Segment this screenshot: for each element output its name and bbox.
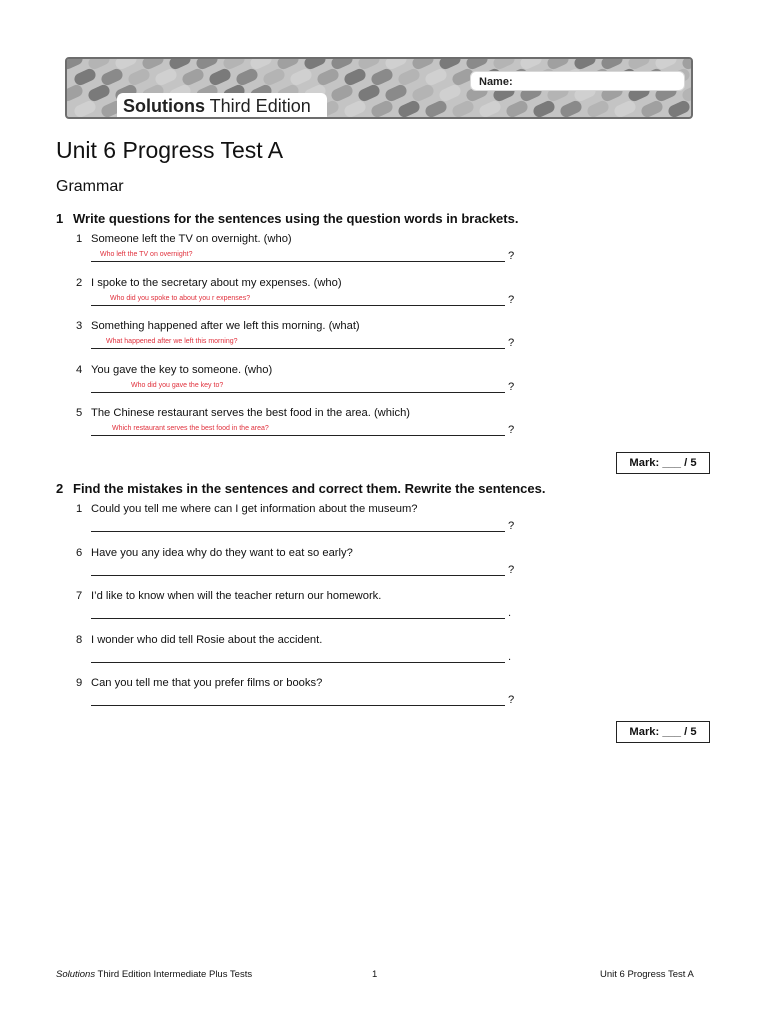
name-label: Name: <box>479 76 513 88</box>
pattern-capsule <box>72 99 97 119</box>
answer-line[interactable] <box>91 305 505 306</box>
question-item <box>76 233 292 245</box>
pattern-capsule <box>180 67 205 87</box>
exercise-2-heading <box>56 481 545 496</box>
footer-book: Third Edition Intermediate Plus Tests <box>95 969 253 980</box>
question-text: Have you any idea why do they want to eat so early? <box>91 546 353 559</box>
pattern-capsule <box>383 83 408 103</box>
pattern-capsule <box>99 67 124 87</box>
page-number: 1 <box>372 969 378 980</box>
footer-right: Unit 6 Progress Test A <box>600 969 694 980</box>
exercise-1-heading <box>56 211 518 226</box>
answer-line[interactable] <box>91 435 505 436</box>
handwritten-answer: What happened after we left this morning? <box>106 338 238 345</box>
pattern-capsule <box>369 67 394 87</box>
question-text: Someone left the TV on overnight. (who) <box>91 233 292 245</box>
question-item <box>76 547 353 559</box>
end-punctuation: ? <box>508 563 515 576</box>
pattern-capsule <box>67 83 85 103</box>
pattern-capsule <box>437 83 462 103</box>
footer-brand: Solutions <box>56 969 96 980</box>
pattern-capsule <box>153 67 178 87</box>
handwritten-answer: Which restaurant serves the best food in the area? <box>112 425 269 432</box>
pattern-capsule <box>234 67 259 87</box>
question-number: 3 <box>76 320 83 332</box>
pattern-capsule <box>450 99 475 119</box>
question-item <box>76 320 360 332</box>
pattern-capsule <box>315 67 340 87</box>
answer-line[interactable] <box>91 261 505 262</box>
end-punctuation: ? <box>508 250 515 262</box>
question-text: I’d like to know when will the teacher return our homework. <box>91 590 382 602</box>
question-item <box>76 277 342 289</box>
mark-box-1: Mark: ___ / 5 <box>616 452 710 474</box>
pattern-capsule <box>86 83 111 103</box>
name-field[interactable] <box>470 71 685 91</box>
pattern-capsule <box>639 99 664 119</box>
answer-line[interactable] <box>91 618 505 619</box>
end-punctuation: ? <box>508 520 515 532</box>
pattern-capsule <box>612 99 637 119</box>
answer-line[interactable] <box>91 662 505 663</box>
pattern-capsule <box>396 99 421 119</box>
pattern-capsule <box>207 67 232 87</box>
end-punctuation: ? <box>508 337 515 349</box>
question-text: I wonder who did tell Rosie about the accident. <box>91 633 323 646</box>
pattern-capsule <box>356 83 381 103</box>
end-punctuation: ? <box>508 293 515 306</box>
section-heading: Grammar <box>56 178 124 195</box>
question-number: 5 <box>76 407 83 419</box>
question-text: You gave the key to someone. (who) <box>91 363 273 376</box>
question-number: 8 <box>76 633 83 646</box>
end-punctuation: ? <box>508 380 515 393</box>
pattern-capsule <box>67 59 85 71</box>
question-text: Something happened after we left this morning. (what) <box>91 320 360 332</box>
logo-text <box>123 96 311 117</box>
pattern-capsule <box>531 99 556 119</box>
pattern-capsule <box>369 99 394 119</box>
pattern-capsule <box>558 99 583 119</box>
mark-box-2: Mark: ___ / 5 <box>616 721 710 743</box>
answer-line[interactable] <box>91 392 505 393</box>
pattern-capsule <box>329 83 354 103</box>
question-number: 1 <box>76 503 83 515</box>
question-item <box>76 503 417 515</box>
exercise-number: 1 <box>56 211 64 226</box>
handwritten-answer: Who did you gave the key to? <box>131 381 224 389</box>
logo-brand: Solutions <box>123 96 205 116</box>
question-text: I spoke to the secretary about my expenses. (who) <box>91 276 342 289</box>
question-text: Could you tell me where can I get information about the museum? <box>91 503 418 515</box>
question-item <box>76 407 410 419</box>
handwritten-answer: Who left the TV on overnight? <box>100 251 193 258</box>
pattern-capsule <box>504 99 529 119</box>
logo <box>117 93 327 119</box>
question-number: 4 <box>76 363 83 376</box>
exercise-number: 2 <box>56 481 64 496</box>
question-item <box>76 677 322 689</box>
page-title: Unit 6 Progress Test A <box>56 137 284 163</box>
exercise-instruction: Find the mistakes in the sentences and correct them. Rewrite the sentences. <box>73 481 546 496</box>
question-number: 7 <box>76 590 83 602</box>
answer-line[interactable] <box>91 575 505 576</box>
pattern-capsule <box>261 67 286 87</box>
answer-line[interactable] <box>91 531 505 532</box>
pattern-capsule <box>288 67 313 87</box>
pattern-capsule <box>423 99 448 119</box>
pattern-capsule <box>342 99 367 119</box>
pattern-capsule <box>410 83 435 103</box>
question-number: 1 <box>76 233 83 245</box>
answer-line[interactable] <box>91 705 505 706</box>
pattern-capsule <box>126 67 151 87</box>
question-item <box>76 634 322 646</box>
question-item <box>76 590 381 602</box>
header-banner <box>65 57 693 119</box>
question-number: 6 <box>76 546 83 559</box>
pattern-capsule <box>666 99 691 119</box>
end-punctuation: . <box>508 607 512 619</box>
question-text: The Chinese restaurant serves the best food in the area. (which) <box>91 407 411 419</box>
pattern-capsule <box>423 67 448 87</box>
question-text: Can you tell me that you prefer films or books? <box>91 677 323 689</box>
pattern-capsule <box>585 99 610 119</box>
question-number: 9 <box>76 677 83 689</box>
logo-edition: Third Edition <box>205 96 311 116</box>
question-number: 2 <box>76 276 83 289</box>
end-punctuation: ? <box>508 424 515 436</box>
pattern-capsule <box>72 67 97 87</box>
footer-left <box>56 969 252 980</box>
pattern-capsule <box>477 99 502 119</box>
end-punctuation: ? <box>508 694 515 706</box>
pattern-capsule <box>396 67 421 87</box>
handwritten-answer: Who did you spoke to about you r expenses? <box>110 294 251 302</box>
pattern-capsule <box>342 67 367 87</box>
question-item <box>76 364 272 376</box>
end-punctuation: . <box>508 650 512 663</box>
exercise-instruction: Write questions for the sentences using the question words in brackets. <box>73 211 519 226</box>
answer-line[interactable] <box>91 348 505 349</box>
